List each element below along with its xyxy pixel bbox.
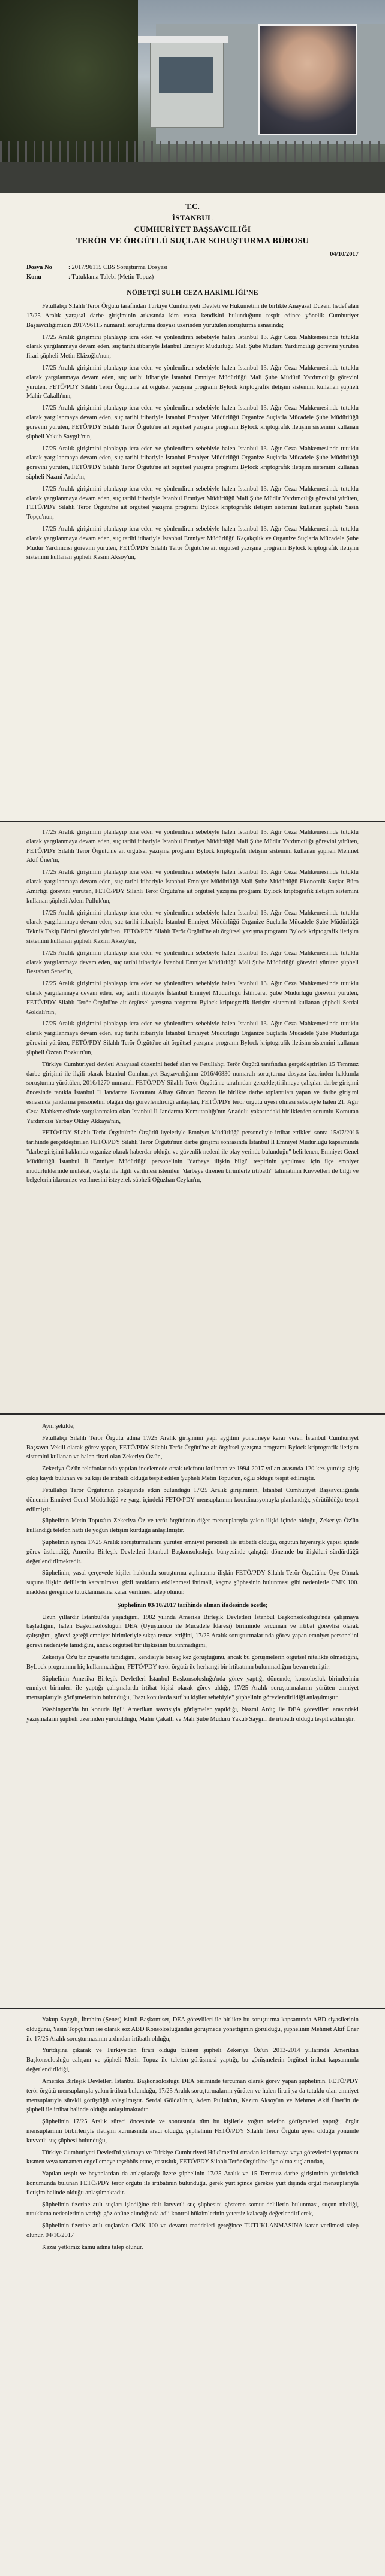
- meta-key: Dosya No: [26, 264, 52, 271]
- header-bureau: TERÖR VE ÖRGÜTLÜ SUÇLAR SORUŞTURMA BÜROSU: [76, 236, 309, 246]
- document-page-4: [0, 2009, 385, 2576]
- document-meta: [26, 263, 359, 282]
- paragraph: 17/25 Aralık girişimini planlayıp icra eden ve yönlendiren sebebiyle halen İstanbul 13. Ağır Ceza Mahkemesi'nde tutuklu olarak yargılanmaya devam eden, suç tarihi itibariyle İstanbul Emniyet Müdürlüğü Mali Şube Müdürlüğü Ekonomik Suçlar Büro Amirliği görevini yürüten, FETÖ/PDY Silahlı Terör Örgütü'ne ait örgütsel yazışma programı Bylock kriptografik iletişim sistemini kullanan şüpheli Adem Pulluk'un,: [26, 869, 359, 904]
- paragraph: 17/25 Aralık girişimini planlayıp icra eden ve yönlendiren sebebiyle halen İstanbul 13. Ağır Ceza Mahkemesi'nde tutuklu olarak yargılanmaya devam eden, suç tarihi itibariyle İstanbul Emniyet Müdürlüğü Kaçakçılık ve Organize Suçlarla Mücadele Şube Müdür Yardımcısı görevini yürüten, FETÖ/PDY Silahlı Terör Örgütü'ne ait örgütsel yazışma programı Bylock kriptografik iletişim sistemini kullanan şüpheli Kasım Aksoy'un,: [26, 526, 359, 561]
- paragraph: Şüphelinin Amerika Birleşik Devletleri İstanbul Başkonsolosluğu'nda görev yaptığı dönemde, konsolosluk birimlerinin emniyet birimleri ile yaptığı çalışmalarda irtibat kişisi olarak görev aldığı, 17/25 Aralık soruşturmalarını yürüten emniyet mensuplarıyla görüşmelerinin bulunduğu, "bazı konularda sırf bu kişiler sebebiyle" şüphelinin görevlendirildiği anlaşılmıştır.: [26, 1675, 359, 1702]
- paragraph: Yapılan tespit ve beyanlardan da anlaşılacağı üzere şüphelinin 17/25 Aralık ve 15 Temmuz darbe girişiminin yürütücüsü konumunda bulunan FETÖ/PDY terör örgütü ile irtibatının bulunduğu, gerek yurt içinde gerekse yurt dışında örgüt mensuplarıyla iletişim halinde olduğu anlaşılmaktadır.: [26, 2171, 359, 2196]
- header-office: CUMHURİYET BAŞSAVCILIĞI: [134, 224, 251, 234]
- paragraph: 17/25 Aralık girişimini planlayıp icra eden ve yönlendiren sebebiyle halen İstanbul 13. Ağır Ceza Mahkemesi'nde tutuklu olarak yargılanmaya devam eden, suç tarihi itibariyle İstanbul Emniyet Müdürlüğü Organize Suçlarla Mücadele Şube Müdürlüğü Teknik Takip Birimi görevini yürüten, FETÖ/PDY Silahlı Terör Örgütü'ne ait örgütsel yazışma programı Bylock kriptografik iletişim sistemini kullanan şüpheli Kazım Aksoy'un,: [26, 909, 359, 945]
- paragraph: 17/25 Aralık girişimini planlayıp icra eden ve yönlendiren sebebiyle halen İstanbul 13. Ağır Ceza Mahkemesi'nde tutuklu olarak yargılanmaya devam eden, suç tarihi itibariyle İstanbul Emniyet Müdürlüğü Mali Şube Müdür Yardımcılığı görevini yürüten, FETÖ/PDY Silahlı Terör Örgütü'ne ait örgütsel yazışma programı Bylock kriptografik iletişim sistemini kullanan şüpheli Mehmet Akif Üner'in,: [26, 829, 359, 864]
- paragraph: Şüphelinin Metin Topuz'un Zekeriya Öz ve terör örgütünün diğer mensuplarıyla yakın ilişki içinde olduğu, Zekeriya Öz'ün kullandığı telefon hattı ile yoğun iletişim kurduğu anlaşılmıştır.: [26, 1518, 359, 1534]
- meta-value: : 2017/96115 CBS Soruşturma Dosyası: [68, 264, 168, 271]
- paragraph: Yurtdışına çıkarak ve Türkiye'den firari olduğu bilinen şüpheli Zekeriya Öz'ün 2013-2014 yıllarında Amerikan Başkonsolosluğu çalışanı ve şüpheli Metin Topuz ile telefon görüşmesi yaptığı, bu görüşmelerin örgütsel irtibat kapsamında değerlendirildiği,: [26, 2047, 359, 2073]
- meta-row: [26, 263, 359, 273]
- meta-value: : Tutuklama Talebi (Metin Topuz): [68, 273, 154, 280]
- meta-row: [26, 273, 359, 282]
- addressee-title: NÖBETÇİ SULH CEZA HAKİMLİĞİ'NE: [127, 289, 258, 296]
- paragraph: 17/25 Aralık girişimini planlayıp icra eden ve yönlendiren sebebiyle halen İstanbul 13. Ağır Ceza Mahkemesi'nde tutuklu olarak yargılanmaya devam eden, suç tarihi itibariyle İstanbul Emniyet Müdürlüğü Organize Suçlarla Mücadele Şube Müdürlüğü görevini yürüten, FETÖ/PDY Silahlı Terör Örgütü'ne ait örgütsel yazışma programı Bylock kriptografik iletişim sistemini kullanan şüpheli Nazmi Ardıç'ın,: [26, 445, 359, 480]
- document-page-3: [0, 1415, 385, 2009]
- header-tc: T.C.: [185, 202, 200, 211]
- paragraph: Şüphelinin, yasal çerçevede kişiler hakkında soruşturma açılmasına ilişkin FETÖ/PDY Silahlı Terör Örgütü'ne Üye Olmak suçuna ilişkin delillerin karartılması, gizli tanıkların etkilenmesi ihtimali, kaçma şüphesinin bulunması gibi nedenlerle CMK 100. maddesi gereğince tutuklanmasına karar verilmesi talep olunur.: [26, 1570, 359, 1596]
- paragraph: Şüphelinin 17/25 Aralık süreci öncesinde ve sonrasında tüm bu kişilerle yoğun telefon görüşmeleri yaptığı, örgüt mensuplarının birbirleriyle iletişim kurmasında aracı olduğu, şüphelinin FETÖ/PDY Silahlı Terör Örgütü üyesi olduğu yönünde kuvvetli suç şüphesi bulunduğu,: [26, 2118, 359, 2144]
- header-photo: [0, 0, 385, 193]
- paragraph: Yakup Saygılı, İbrahim (Şener) isimli Başkomiser, DEA görevlileri ile birlikte bu soruşturma kapsamında ABD siyasilerinin olduğunu, Yasin Topçu'nun ise olarak söz ABD Konsolosluğundan görüşmede yönettiğinin görüldüğü, şüphelinin Mehmet Akif Üner ile 17/25 Aralık soruşturmasının ardından irtibatlı olduğu,: [26, 2017, 359, 2042]
- photo-booth-window: [159, 57, 213, 93]
- statement-subheading: Şüphelinin 03/10/2017 tarihinde alınan ifadesinde özetle;: [117, 1602, 268, 1609]
- paragraph: Şüphelinin üzerine atılı suçları işlediğine dair kuvvetli suç şüphesini gösteren somut delillerin bulunması, suçun niteliği, tutuklama nedenlerinin varlığı göz önüne alındığında adli kontrol hükümlerinin yetersiz kalacağı değerlendirilerek,: [26, 2201, 359, 2218]
- paragraph: Türkiye Cumhuriyeti devleti Anayasal düzenini hedef alan ve Fetullahçı Terör Örgütü tarafından gerçekleştirilen 15 Temmuz darbe girişimi ile ilgili olarak İstanbul Cumhuriyet Başsavcılığının 2016/46830 numaralı soruşturma dosyası üzerinden hakkında soruşturma yürütülen, 2016/1270 numaralı FETÖ/PDY Silahlı Terör Örgütü'ne tarafından gerçekleştirilmeye çalışılan darbe girişimi öncesinde tanıkla İstanbul İl Jandarma Komutanı Albay Gürcan Bozcan ile birlikte darbe toplantıları yapan ve darbe girişimi esnasında jandarma personelini olağan dışı görevlendirdiği anlaşılan, FETÖ/PDY terör örgütü üyesi olması sebebiyle halen 21. Ağır Ceza Mahkemesi'nde yargılanmakta olan İstanbul İl Jandarma Komutanlığı'nın Anadolu yakasındaki birliklerden sorumlu Komutan Yardımcısı Yarbay Oktay Akkaya'nın,: [26, 1061, 359, 1125]
- paragraph: Şüphelinin ayrıca 17/25 Aralık soruşturmalarını yürüten emniyet personeli ile irtibatlı olduğu, örgütün hiyerarşik yapısı içinde görev üstlendiği, Amerika Birleşik Devletleri İstanbul Başkonsolosluğu bünyesinde çalıştığı dönemde bu ilişkileri sürdürdüğü değerlendirilmektedir.: [26, 1539, 359, 1565]
- document-page-2: [0, 822, 385, 1415]
- paragraph: 17/25 Aralık girişimini planlayıp icra eden ve yönlendiren sebebiyle halen İstanbul 13. Ağır Ceza Mahkemesi'nde tutuklu olarak yargılanmaya devam eden, suç tarihi itibariyle İstanbul Emniyet Müdürlüğü Mali Şube Müdürlüğü görevini yürüten şüpheli Bestahan Sener'in,: [26, 949, 359, 976]
- paragraph: FETÖ/PDY Silahlı Terör Örgütü'nün Örgütlü üyeleriyle Emniyet Müdürlüğü personeliyle irtibat ettikleri sonra 15/07/2016 tarihinde gerçekleştirilen FETÖ/PDY Silahlı Terör Örgütü'nün darbe girişimi sonrasında İstanbul İl Emniyet Müdürlüğü kapsamında "darbe girişimi hakkında organize olarak haberdar olduğu ve güvenlik nedeni ile olay yerinde bulunduğu" belirlenen, Emniyet Genel Müdürlüğü İstanbul İl Emniyet Müdürlüğü personelinin "darbeye ilişkin bilgi" tespitinin yapılması için ilçe emniyet müdürlüklerinde mülakat, olaylar ile ilgili verilmesi istenilen "darbeye direnen birimlerle irtibatlı" talimatının Kuvvetleri ile bilgi ve belgelerin idaremize verilmesini isteyerek şüpheli Oğuzhan Ceylan'ın,: [26, 1130, 359, 1184]
- photo-fence: [0, 141, 385, 162]
- paragraph: Fetullahçı Silahlı Terör Örgütü adına 17/25 Aralık girişimini yapı aygıtını yönetmeye karar veren İstanbul Cumhuriyet Başsavcı Vekili olarak görev yapan, FETÖ/PDY Silahlı Terör Örgütü'ne ait örgütsel yazışma programı Bylock kriptografik iletişim sistemini kullanan ve halen firari olan Zekeriya Öz'ün,: [26, 1434, 359, 1461]
- paragraph: Zekeriya Öz'ü bir ziyarette tanıdığını, kendisiyle birkaç kez görüştüğünü, ancak bu görüşmelerin örgütsel nitelikte olmadığını, ByLock programını hiç kullanmadığını, FETÖ/PDY terör örgütü ile herhangi bir irtibatının bulunmadığını beyan etmiştir.: [26, 1654, 359, 1670]
- photo-booth-roof: [138, 36, 228, 43]
- paragraph: Zekeriya Öz'ün telefonlarında yapılan incelemede ortak telefonu kullanan ve 1994-2017 yılları arasında 120 kez yurtdışı giriş çıkış kaydı bulunan ve bu kişi ile irtibatlı olduğu tespit edilen Şüpheli Metin Topuz'un, oğlu olduğu tespit edilmiştir.: [26, 1466, 359, 1482]
- paragraph: Türkiye Cumhuriyeti Devleti'ni yıkmaya ve Türkiye Cumhuriyeti Hükümeti'ni ortadan kaldırmaya veya görevlerini yapmasını kısmen veya tamamen engellemeye teşebbüs etme, casusluk, FETÖ/PDY Silahlı Terör Örgütü'ne üye olma suçlarından,: [26, 2149, 359, 2166]
- paragraph: 17/25 Aralık girişimini planlayıp icra eden ve yönlendiren sebebiyle halen İstanbul 13. Ağır Ceza Mahkemesi'nde tutuklu olarak yargılanmaya devam eden, suç tarihi itibariyle İstanbul Emniyet Müdürlüğü Mali Şube Müdürü Yardımcılığı görevini yürüten firari şüpheli Metin Ekizoğlu'nun,: [26, 334, 359, 360]
- document-page-1: [0, 193, 385, 822]
- paragraph: Fetullahçı Silahlı Terör Örgütü tarafından Türkiye Cumhuriyeti Devleti ve Hükumetini ile birlikte Anayasal Düzeni hedef alan 17/25 Aralık yargısal darbe girişiminin arkasında kim varsa kendisini bulunduğunu tespit edince yönelik Cumhuriyet Başsavcılığımızın 2017/96115 numaralı soruşturma dosyası üzerinden yürütülen soruşturma esnasında;: [26, 303, 359, 329]
- paragraph: Aynı şekilde;: [42, 1423, 75, 1430]
- document-date: 04/10/2017: [330, 250, 359, 258]
- paragraph: 17/25 Aralık girişimini planlayıp icra eden ve yönlendiren sebebiyle halen İstanbul 13. Ağır Ceza Mahkemesi'nde tutuklu olarak yargılanmaya devam eden, suç tarihi itibariyle İstanbul Emniyet Müdürlüğü Mali Şube Müdür Yardımcılığı görevini yürüten, FETÖ/PDY Silahlı Terör Örgütü'ne ait örgütsel yazışma programı Bylock kriptografik iletişim sistemini kullanan şüpheli Yasin Topçu'nun,: [26, 485, 359, 521]
- paragraph: 17/25 Aralık girişimini planlayıp icra eden ve yönlendiren sebebiyle halen İstanbul 13. Ağır Ceza Mahkemesi'nde tutuklu olarak yargılanmaya devam eden, suç tarihi itibariyle İstanbul Emniyet Müdürlüğü Mali Şube Müdürü Yardımcılığı görevini yürüten, FETÖ/PDY Silahlı Terör Örgütü'ne ait örgütsel yazışma programı Bylock kriptografik iletişim sistemini kullanan şüpheli Mahir Çakallı'nın,: [26, 365, 359, 400]
- meta-key: Konu: [26, 273, 42, 280]
- paragraph: Fetullahçı Terör Örgütünün çöküşünde etkin bulunduğu 17/25 Aralık girişiminin, İstanbul Cumhuriyet Başsavcılığında dönemin Emniyet Genel Müdürlüğü ve yargı içindeki FETÖ/PDY mensuplarının koordinasyonuyla planlandığı, yürütüldüğü tespit edilmiştir.: [26, 1487, 359, 1513]
- paragraph: Washington'da bu konuda ilgili Amerikan savcısıyla görüşmeler yapıldığı, Nazmi Ardıç ile DEA görevlileri arasındaki yazışmaların şüpheli üzerinden yürütüldüğü, Mahir Çakallı ve Mali Şube Müdürü Yakub Saygılı ile irtibatlı olduğu tespit edilmiştir.: [26, 1706, 359, 1723]
- paragraph: Kazaı yetkimiz kamu adına talep olunur.: [42, 2244, 143, 2251]
- paragraph: 17/25 Aralık girişimini planlayıp icra eden ve yönlendiren sebebiyle halen İstanbul 13. Ağır Ceza Mahkemesi'nde tutuklu olarak yargılanmaya devam eden, suç tarihi itibariyle İstanbul Emniyet Müdürlüğü Organize Suçlarla Mücadele Şube Müdürlüğü görevini yürüten, FETÖ/PDY Silahlı Terör Örgütü'ne ait örgütsel yazışma programı Bylock kriptografik iletişim sistemini kullanan şüpheli Özcan Bozkurt'un,: [26, 1021, 359, 1056]
- document-header: [26, 201, 359, 247]
- photo-portrait-inset: [258, 24, 357, 135]
- header-city: İSTANBUL: [172, 213, 213, 222]
- paragraph: 17/25 Aralık girişimini planlayıp icra eden ve yönlendiren sebebiyle halen İstanbul 13. Ağır Ceza Mahkemesi'nde tutuklu olarak yargılanmaya devam eden, suç tarihi itibariyle İstanbul Emniyet Müdürlüğü İstihbarat Şube Müdürlüğü görevini yürüten, FETÖ/PDY Silahlı Terör Örgütü'ne ait örgütsel yazışma programı Bylock kriptografik iletişim sistemini kullanan şüpheli Serdal Göldalı'nın,: [26, 980, 359, 1016]
- paragraph: Uzun yıllardır İstanbul'da yaşadığını, 1982 yılında Amerika Birleşik Devletleri İstanbul Başkonsolosluğu'nda çalışmaya başladığını, halen Başkonsolosluğun DEA (Uyuşturucu ile Mücadele İdaresi) biriminde tercüman ve irtibat görevlisi olarak çalıştığını, görevi gereği emniyet birimleriyle sıkça temas ettiğini, 17/25 Aralık soruşturmalarında görev yapan emniyet personelini görevi nedeniyle tanıdığını, ancak örgütsel bir ilişkisinin bulunmadığını,: [26, 1614, 359, 1649]
- paragraph: Amerika Birleşik Devletleri İstanbul Başkonsolosluğu DEA biriminde tercüman olarak görev yapan şüphelinin, FETÖ/PDY terör örgütü mensuplarıyla yakın irtibatı bulunduğu, 17/25 Aralık soruşturmalarını yürüten ve halen firari ya da tutuklu olan emniyet mensuplarıyla sürekli görüştüğü anlaşılmıştır. Serdal Göldalı'nın, Adem Pulluk'un, Kazım Aksoy'un ve Mehmet Akif Üner'in de şüpheli ile irtibat halinde olduğu anlaşılmaktadır.: [26, 2078, 359, 2114]
- paragraph: Şüphelinin üzerine atılı suçlardan CMK 100 ve devamı maddeleri gereğince TUTUKLANMASINA karar verilmesi talep olunur. 04/10/2017: [26, 2223, 359, 2239]
- paragraph: 17/25 Aralık girişimini planlayıp icra eden ve yönlendiren sebebiyle halen İstanbul 13. Ağır Ceza Mahkemesi'nde tutuklu olarak yargılanmaya devam eden, suç tarihi itibariyle İstanbul Emniyet Müdürlüğü Organize Suçlarla Mücadele Şube Müdürlüğü görevini yürüten, FETÖ/PDY Silahlı Terör Örgütü'ne ait örgütsel yazışma programı Bylock kriptografik iletişim sistemini kullanan şüpheli Yakub Saygılı'nın,: [26, 405, 359, 440]
- photo-ground: [0, 162, 385, 193]
